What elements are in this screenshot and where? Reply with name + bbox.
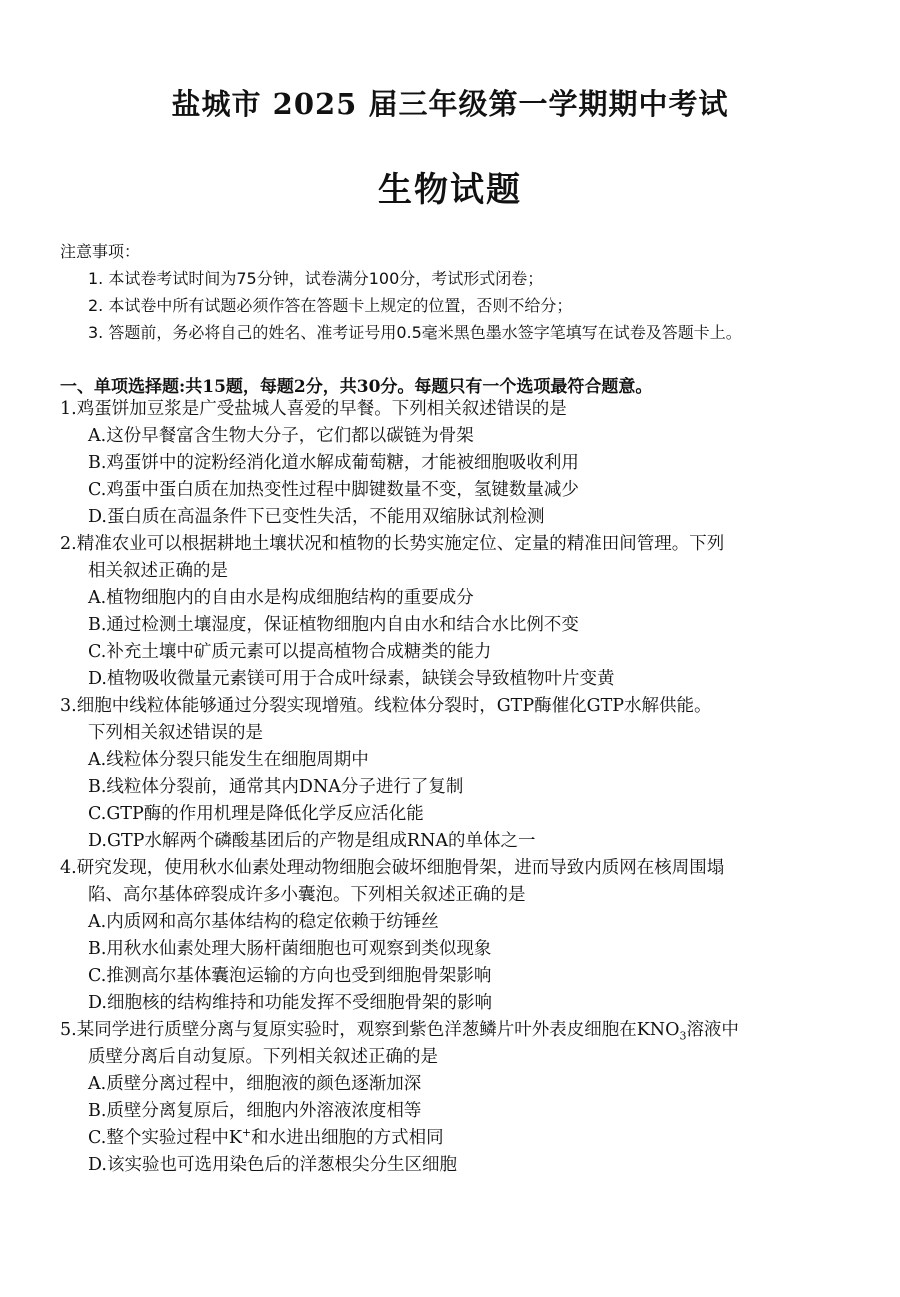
note-item: 1. 本试卷考试时间为75分钟，试卷满分100分，考试形式闭卷； bbox=[88, 269, 544, 288]
question-5-option-a: A.质壁分离过程中，细胞液的颜色逐渐加深 bbox=[88, 1074, 422, 1094]
question-3-stem-cont: 下列相关叙述错误的是 bbox=[88, 723, 263, 743]
question-3-option-a: A.线粒体分裂只能发生在细胞周期中 bbox=[88, 750, 369, 770]
question-4-option-a: A.内质网和高尔基体结构的稳定依赖于纺锤丝 bbox=[88, 912, 439, 932]
question-5-option-b: B.质壁分离复原后，细胞内外溶液浓度相等 bbox=[88, 1101, 422, 1121]
question-5-stem-text: 5.某同学进行质壁分离与复原实验时，观察到紫色洋葱鳞片叶外表皮细胞在KNO bbox=[60, 1020, 680, 1040]
section-heading: 一、单项选择题:共15题，每题2分，共30分。每题只有一个选项最符合题意。 bbox=[60, 377, 653, 397]
note-item: 2. 本试卷中所有试题必须作答在答题卡上规定的位置，否则不给分； bbox=[88, 296, 573, 315]
question-5-stem-text-end: 溶液中 bbox=[686, 1020, 739, 1040]
subject-title: 生物试题 bbox=[378, 170, 522, 210]
question-5-option-c bbox=[88, 1126, 444, 1150]
question-5-option-d: D.该实验也可选用染色后的洋葱根尖分生区细胞 bbox=[88, 1155, 457, 1175]
question-2-stem-cont: 相关叙述正确的是 bbox=[88, 561, 228, 581]
question-3-stem: 3.细胞中线粒体能够通过分裂实现增殖。线粒体分裂时，GTP酶催化GTP水解供能。 bbox=[60, 696, 712, 716]
question-5-stem-cont: 质壁分离后自动复原。下列相关叙述正确的是 bbox=[88, 1047, 438, 1067]
question-2-option-d: D.植物吸收微量元素镁可用于合成叶绿素，缺镁会导致植物叶片变黄 bbox=[88, 669, 615, 689]
question-1-option-b: B.鸡蛋饼中的淀粉经消化道水解成葡萄糖，才能被细胞吸收利用 bbox=[88, 453, 579, 473]
question-1-stem: 1.鸡蛋饼加豆浆是广受盐城人喜爱的早餐。下列相关叙述错误的是 bbox=[60, 399, 567, 419]
superscript-plus: + bbox=[241, 1126, 252, 1140]
question-5-option-c-text-end: 和水进出细胞的方式相同 bbox=[251, 1128, 444, 1148]
question-4-option-c: C.推测高尔基体囊泡运输的方向也受到细胞骨架影响 bbox=[88, 966, 492, 986]
question-3-option-d: D.GTP水解两个磷酸基团后的产物是组成RNA的单体之一 bbox=[88, 831, 536, 851]
question-4-stem: 4.研究发现，使用秋水仙素处理动物细胞会破坏细胞骨架，进而导致内质网在核周围塌 bbox=[60, 858, 725, 878]
exam-title: 盐城市 2025 届三年级第一学期期中考试 bbox=[171, 87, 729, 121]
subscript-3: 3 bbox=[679, 1029, 687, 1043]
question-2-option-a: A.植物细胞内的自由水是构成细胞结构的重要成分 bbox=[88, 588, 474, 608]
question-3-option-c: C.GTP酶的作用机理是降低化学反应活化能 bbox=[88, 804, 424, 824]
question-5-option-c-text: C.整个实验过程中K bbox=[88, 1128, 242, 1148]
question-1-option-c: C.鸡蛋中蛋白质在加热变性过程中脚键数量不变，氢键数量减少 bbox=[88, 480, 579, 500]
notes-heading: 注意事项： bbox=[60, 242, 141, 261]
question-2-option-b: B.通过检测土壤湿度，保证植物细胞内自由水和结合水比例不变 bbox=[88, 615, 579, 635]
question-3-option-b: B.线粒体分裂前，通常其内DNA分子进行了复制 bbox=[88, 777, 464, 797]
question-4-option-b: B.用秋水仙素处理大肠杆菌细胞也可观察到类似现象 bbox=[88, 939, 492, 959]
question-4-stem-cont: 陷、高尔基体碎裂成许多小囊泡。下列相关叙述正确的是 bbox=[88, 885, 526, 905]
question-4-option-d: D.细胞核的结构维持和功能发挥不受细胞骨架的影响 bbox=[88, 993, 492, 1013]
question-5-stem bbox=[60, 1018, 739, 1042]
question-2-option-c: C.补充土壤中矿质元素可以提高植物合成糖类的能力 bbox=[88, 642, 492, 662]
question-1-option-d: D.蛋白质在高温条件下已变性失活，不能用双缩脉试剂检测 bbox=[88, 507, 545, 527]
question-2-stem: 2.精准农业可以根据耕地土壤状况和植物的长势实施定位、定量的精准田间管理。下列 bbox=[60, 534, 725, 554]
question-1-option-a: A.这份早餐富含生物大分子，它们都以碳链为骨架 bbox=[88, 426, 474, 446]
note-item: 3. 答题前，务必将自己的姓名、准考证号用0.5毫米黑色墨水签字笔填写在试卷及答题卡上。 bbox=[88, 323, 742, 342]
